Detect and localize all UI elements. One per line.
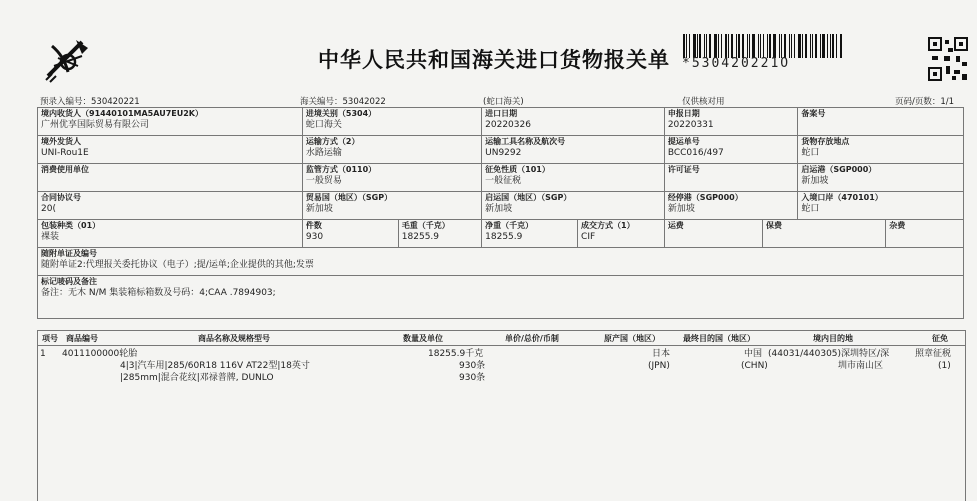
column-header: 商品编号 (66, 334, 98, 343)
record-number-cell: 备案号 (798, 108, 964, 136)
misc-fee-cell: 杂费 (886, 220, 964, 248)
column-header: 境内目的地 (813, 334, 853, 343)
import-date-cell: 进口日期 20220326 (482, 108, 665, 136)
entry-customs-cell: 进境关别（5304） 蛇口海关 (302, 108, 481, 136)
barcode-bar (721, 34, 722, 58)
vessel-cell: 运输工具名称及航次号 UN9292 (482, 136, 665, 164)
verify-note: 仅供核对用 (682, 97, 725, 107)
supervision-cell: 监管方式（0110） 一般贸易 (302, 164, 481, 192)
barcode-bar (773, 34, 776, 58)
item-spec-line1: 4|3|汽车用|285/60R18 116V AT22型|18英寸 (120, 361, 310, 371)
tax-treatment-code: (1) (938, 361, 951, 371)
gross-weight-cell: 毛重（千克） 18255.9 (398, 220, 481, 248)
barcode-number: *530420221O (682, 56, 791, 71)
trade-country-cell: 贸易国（地区）（SGP） 新加坡 (302, 192, 481, 220)
barcode (683, 34, 843, 58)
barcode-bar (683, 34, 685, 58)
storage-cell: 货物存放地点 蛇口 (798, 136, 964, 164)
barcode-bar (840, 34, 842, 58)
entry-port-cell: 入境口岸（470101） 蛇口 (798, 192, 964, 220)
barcode-bar (812, 34, 813, 58)
page-title: 中华人民共和国海关进口货物报关单 (318, 48, 670, 72)
barcode-bar (815, 34, 817, 58)
column-header: 数量及单位 (403, 334, 443, 343)
item-quantity-pieces-2: 930条 (459, 373, 486, 383)
consignee-cell: 境内收货人（91440101MA5AU7EU2K） 广州优享国际贸易有限公司 (38, 108, 303, 136)
barcode-bar (706, 34, 707, 58)
item-code-name: 4011100000轮胎 (62, 349, 138, 359)
barcode-bar (791, 34, 792, 58)
declaration-form (37, 107, 964, 319)
bill-number-cell: 提运单号 BCC016/497 (664, 136, 798, 164)
goods-table-header (38, 331, 965, 346)
column-header: 单价/总价/币制 (505, 334, 559, 343)
marks-cell: 标记唛码及备注 备注：无木 N/M 集装箱标箱数及号码：4;CAA .7894903; (38, 276, 964, 319)
tax-treatment: 照章征税 (915, 349, 952, 359)
transit-port-cell: 经停港（SGP000） 新加坡 (664, 192, 798, 220)
barcode-bar (779, 34, 780, 58)
column-header: 项号 (42, 334, 58, 343)
qr-code-icon (928, 36, 968, 82)
barcode-bar (805, 34, 807, 58)
customs-emblem-icon (42, 36, 94, 84)
consignor-cell: 境外发货人 UNI-Rou1E (38, 136, 303, 164)
origin-country: 日本 (652, 349, 671, 359)
column-header: 原产国（地区） (604, 334, 660, 343)
barcode-bar (731, 34, 734, 58)
column-header: 征免 (932, 334, 948, 343)
barcode-bar (738, 34, 740, 58)
destination-country-code: (CHN) (741, 361, 768, 371)
item-spec-line2: |285mm|混合花纹|邓禄普牌, DUNLO (120, 373, 274, 383)
license-cell: 许可证号 (664, 164, 798, 192)
barcode-bar (802, 34, 803, 58)
transport-mode-cell: 运输方式（2） 水路运输 (302, 136, 481, 164)
barcode-bar (704, 34, 705, 58)
barcode-bar (763, 34, 765, 58)
documents-cell: 随附单证及编号 随附单证2:代理报关委托协议（电子）;提/运单;企业提供的其他;发票 (38, 248, 964, 276)
barcode-bar (810, 34, 811, 58)
barcode-bar (686, 34, 687, 58)
column-header: 商品名称及规格型号 (198, 334, 270, 343)
barcode-bar (758, 34, 759, 58)
barcode-bar (822, 34, 825, 58)
barcode-bar (728, 34, 729, 58)
barcode-bar (820, 34, 821, 58)
barcode-bar (736, 34, 737, 58)
barcode-bar (699, 34, 701, 58)
barcode-bar (798, 34, 801, 58)
pieces-cell: 件数 930 (302, 220, 398, 248)
barcode-bar (760, 34, 761, 58)
barcode-bar (784, 34, 786, 58)
domestic-destination: (44031/440305)深圳特区/深 (768, 349, 890, 359)
barcode-bar (693, 34, 696, 58)
barcode-bar (830, 34, 831, 58)
column-header: 最终目的国（地区） (683, 334, 755, 343)
freight-cell: 运费 (664, 220, 762, 248)
barcode-bar (742, 34, 744, 58)
item-quantity-kg: 18255.9千克 (428, 349, 484, 359)
barcode-bar (794, 34, 796, 58)
consumer-cell: 消费使用单位 (38, 164, 303, 192)
barcode-bar (697, 34, 698, 58)
customs-office: (蛇口海关) (483, 97, 524, 107)
goods-table (37, 330, 966, 501)
barcode-bar (827, 34, 828, 58)
barcode-bar (769, 34, 771, 58)
pre-entry-number: 预录入编号：530420221 (40, 97, 140, 107)
item-quantity-pieces: 930条 (459, 361, 486, 371)
barcode-bar (836, 34, 837, 58)
packing-cell: 包装种类（01） 裸装 (38, 220, 303, 248)
origin-country-code: (JPN) (648, 361, 670, 371)
item-number: 1 (40, 349, 46, 359)
insurance-cell: 保费 (763, 220, 886, 248)
barcode-bar (689, 34, 690, 58)
declare-date-cell: 申报日期 20220331 (664, 108, 798, 136)
barcode-bar (767, 34, 768, 58)
contract-cell: 合同协议号 20( (38, 192, 303, 220)
customs-number: 海关编号：53042022 (300, 97, 386, 107)
destination-country: 中国 (744, 349, 763, 359)
barcode-bar (752, 34, 755, 58)
departure-port-cell: 启运港（SGP000） 新加坡 (798, 164, 964, 192)
barcode-bar (709, 34, 711, 58)
net-weight-cell: 净重（千克） 18255.9 (482, 220, 578, 248)
deal-mode-cell: 成交方式（1） CIF (578, 220, 665, 248)
barcode-bar (832, 34, 834, 58)
barcode-bar (749, 34, 750, 58)
barcode-bar (789, 34, 790, 58)
domestic-destination-line2: 圳市南山区 (838, 361, 884, 371)
barcode-bar (718, 34, 719, 58)
barcode-bar (725, 34, 727, 58)
barcode-bar (714, 34, 717, 58)
exemption-cell: 征免性质（101） 一般征税 (482, 164, 665, 192)
origin-country-cell: 启运国（地区）（SGP） 新加坡 (482, 192, 665, 220)
barcode-bar (781, 34, 782, 58)
barcode-bar (747, 34, 748, 58)
page-number: 页码/页数：1/1 (895, 97, 955, 107)
